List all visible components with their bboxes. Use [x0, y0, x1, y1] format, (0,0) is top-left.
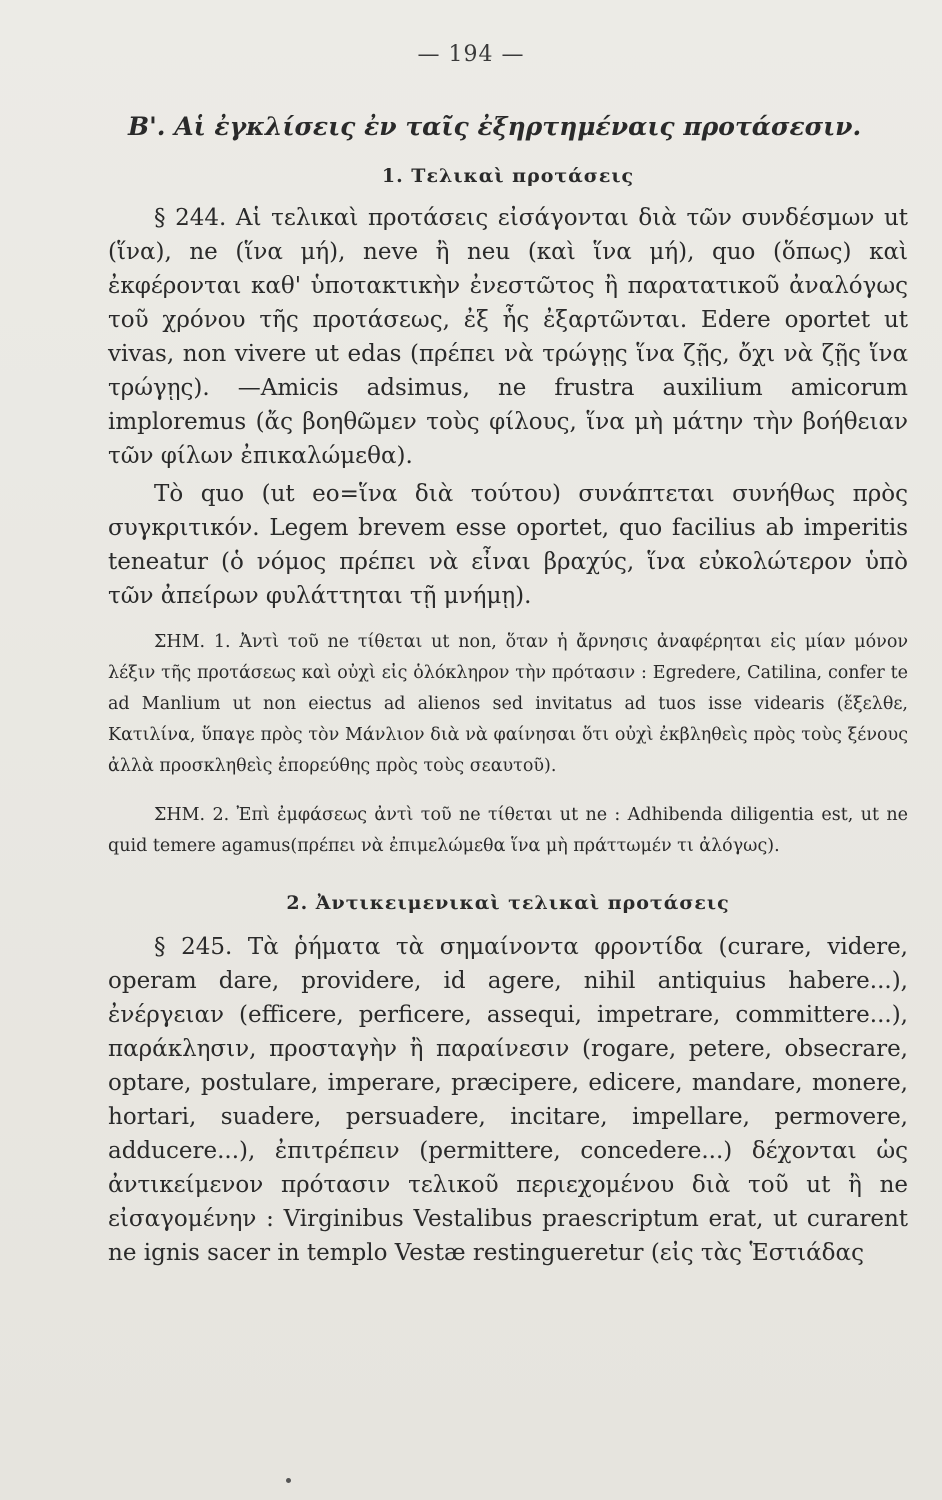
page-content: [108, 112, 908, 1270]
note-1: ΣΗΜ. 1. Ἀντὶ τοῦ ne τίθεται ut non, ὅταν ἡ ἄρνησις ἀναφέρηται εἰς μίαν μόνον λέξιν τῆς προτάσεως καὶ οὐχὶ εἰς ὁλόκληρον τὴν πρότασιν : Egredere, Catilina, confer te ad Manlium ut non eiectus ad alienos sed invitatus ad tuos isse videaris (ἔξελθε, Κατιλίνα, ὕπαγε πρὸς τὸν Μάνλιον διὰ νὰ φαίνησαι ὅτι οὐχὶ ἐκβληθεὶς πρὸς τοὺς ξένους ἀλλὰ προσκληθεὶς ἐπορεύθης πρὸς τοὺς σεαυτοῦ).: [108, 632, 908, 776]
paragraph-244: § 244. Αἱ τελικαὶ προτάσεις εἰσάγονται διὰ τῶν συνδέσμων ut (ἵνα), ne (ἵνα μή), neve ἢ neu (καὶ ἵνα μή), quo (ὅπως) καὶ ἐκφέρονται καθ' ὑποτακτικὴν ἐνεστῶτος ἢ παρατατικοῦ ἀναλόγως τοῦ χρόνου τῆς προτάσεως, ἐξ ἧς ἐξαρτῶνται. Edere oportet ut vivas, non vivere ut edas (πρέπει νὰ τρώγῃς ἵνα ζῇς, ὄχι νὰ ζῇς ἵνα τρώγῃς). —Amicis adsimus, ne frustra auxilium amicorum imploremus (ἄς βοηθῶμεν τοὺς φίλους, ἵνα μὴ μάτην τὴν βοήθειαν τῶν φίλων ἐπικαλώμεθα).: [108, 205, 908, 469]
subsection-heading-final-clauses: 1. Τελικαὶ προτάσεις: [381, 165, 635, 187]
paragraph-quo: Τὸ quo (ut eo=ἵνα διὰ τούτου) συνάπτεται συνήθως πρὸς συγκριτικόν. Legem brevem esse oportet, quo facilius ab imperitis teneatur (ὁ νόμος πρέπει νὰ εἶναι βραχύς, ἵνα εὐκολώτερον ὑπὸ τῶν ἀπείρων φυλάττηται τῇ μνήμῃ).: [108, 481, 908, 609]
note-2: ΣΗΜ. 2. Ἐπὶ ἐμφάσεως ἀντὶ τοῦ ne τίθεται ut ne : Adhibenda diligentia est, ut ne quid temere agamus(πρέπει νὰ ἐπιμελώμεθα ἵνα μὴ πράττωμέν τι ἀλόγως).: [108, 805, 908, 856]
page-number: — 194 —: [417, 42, 525, 67]
paragraph-245: § 245. Τὰ ῥήματα τὰ σημαίνοντα φροντίδα (curare, videre, operam dare, providere, id agere, nihil antiquius habere...), ἐνέργειαν (efficere, perficere, assequi, impetrare, committere...), παράκλησιν, προσταγὴν ἢ παραίνεσιν (rogare, petere, obsecrare, optare, postulare, imperare, præcipere, edicere, mandare, monere, hortari, suadere, persuadere, incitare, impellare, permovere, adducere...), ἐπιτρέπειν (permittere, concedere...) δέχονται ὡς ἀντικείμενον πρότασιν τελικοῦ περιεχομένου διὰ τοῦ ut ἢ ne εἰσαγομένην : Virginibus Vestalibus praescriptum erat, ut curarent ne ignis sacer in templo Vestæ restingueretur (εἰς τὰς Ἑστιάδας: [108, 934, 908, 1266]
section-heading: Β'. Αἱ ἐγκλίσεις ἐν ταῖς ἐξηρτημέναις προτάσεσιν.: [128, 112, 862, 141]
subsection-heading-object-final-clauses: 2. Ἀντικειμενικαὶ τελικαὶ προτάσεις: [286, 892, 730, 914]
page-speck: [286, 1478, 291, 1483]
